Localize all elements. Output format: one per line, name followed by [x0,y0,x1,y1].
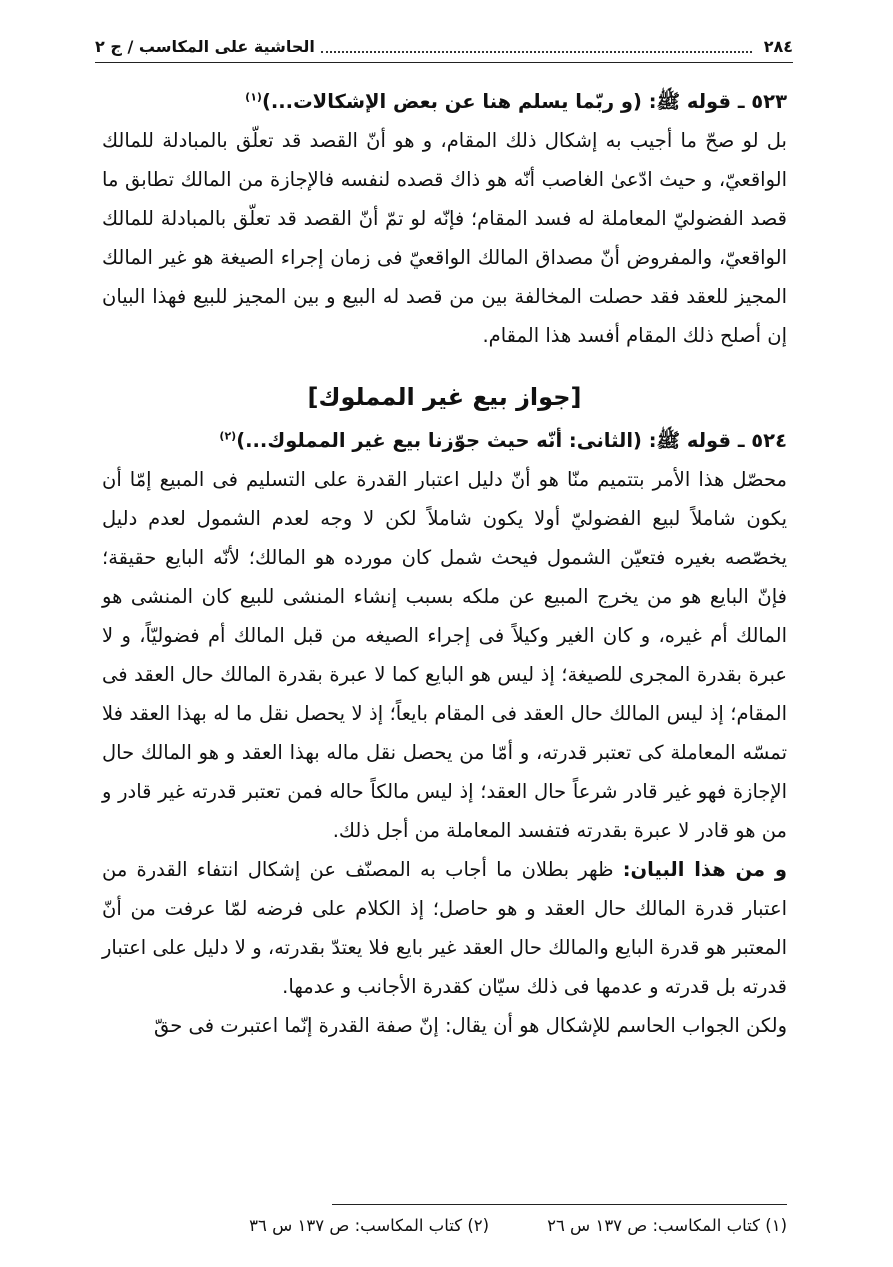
entry-524-paragraph-2 [102,850,787,1006]
footnote-ref-1: (١) [245,90,262,104]
paragraph-2-lead: و من هذا البيان: [622,858,787,881]
page-body [102,82,787,1045]
leader-dots [321,39,752,53]
entry-523-heading [102,82,787,121]
entry-524-paragraph-3: ولكن الجواب الحاسم للإشكال هو أن يقال: إنّ صفة القدرة إنّما اعتبرت فى حقّ [153,1014,787,1037]
running-header [95,34,793,58]
header-rule [95,62,793,63]
entry-524-paragraph: محصّل هذا الأمر بتتميم منّا هو أنّ دليل اعتبار القدرة على التسليم فى المبيع إمّا أن يكون شاملاً لبيع الفضوليّ أولا يكون شاملاً لكن لا وجه لعدم الشمول لعدم دليل يخصّصه بغيره فتعيّن الشمول فيحث شمل كان مورده هو المالك؛ لأنّه البايع حقيقة؛ فإنّ البايع هو من يخرج المبيع عن ملكه بسبب إنشاء المنشى للبيع كان المنشى هو المالك أم غيره، و كان الغير وكيلاً فى إجراء الصيغه من قبل المالك أم فضوليّاً، و لا عبرة بقدرة المجرى للصيغة؛ إذ ليس هو البايع كما لا عبرة بقدرة المالك حال العقد فى المقام؛ إذ ليس المالك حال العقد فى المقام بايعاً؛ إذ لا يحصل نقل ما له بهذا العقد فلا تمسّه المعاملة كى تعتبر قدرته، و أمّا من يحصل نقل ماله بهذا العقد و هو المالك حال الإجازة فهو غير قادر شرعاً حال العقد؛ إذ ليس مالكاً حاله فمن تعتبر قدرته غير قادر و من هو قادر لا عبرة بقدرته فتفسد المعاملة من أجل ذلك. [102,468,787,842]
entry-523-paragraph: بل لو صحّ ما أجيب به إشكال ذلك المقام، و هو أنّ القصد قد تعلّق بالمبادلة للمالك الواقعيّ، و حيث ادّعىٰ الغاصب أنّه هو ذاك قصده لنفسه فالإجازة من المالك تطابق ما قصد الفضوليّ المعاملة له فسد المقام؛ فإنّه لو تمّ أنّ القصد قد تعلّق بالمبادلة للمالك الواقعيّ، والمفروض أنّ مصداق المالك الواقعيّ فى زمان إجراء الصيغة هو غير المالك المجيز للعقد فقد حصلت المخالفة بين من قصد له البيع و بين المجيز للبيع فهذا البيان إن أصلح ذلك المقام أفسد هذا المقام. [102,129,787,347]
footnote-2: (٢) كتاب المكاسب: ص ١٣٧ س ٣٦ [249,1216,490,1235]
footnote-1: (١) كتاب المكاسب: ص ١٣٧ س ٢٦ [547,1216,787,1235]
footnote-ref-2: (٢) [219,429,237,443]
footnote-rule [332,1204,787,1205]
entry-523-heading-text: ٥٢٣ ـ قوله ﷺ: (و ربّما يسلم هنا عن بعض الإشكالات...) [261,90,787,113]
paragraph-2-text: ظهر بطلان ما أجاب به المصنّف عن إشكال انتفاء القدرة من اعتبار قدرة المالك حال العقد و هو حاصل؛ إذ الكلام على فرضه لمّا عرفت من أنّ المعتبر هو قدرة البايع والمالك حال العقد غير بايع فلا يعتدّ بقدرته، و لا دليل على اعتبار قدرته بل قدرته و عدمها فى ذلك سيّان كقدرة الأجانب و عدمها. [102,858,787,998]
running-title: الحاشية على المكاسب / ج ٢ [95,36,315,56]
footnotes [200,1212,787,1240]
section-title: [جواز بيع غير المملوك] [307,383,582,411]
page-number: ٢٨٤ [763,36,793,56]
entry-524-heading-text: ٥٢٤ ـ قوله ﷺ: (الثانى: أنّه حيث جوّزنا بيع غير المملوك...) [236,429,787,452]
entry-524-heading [102,421,787,460]
